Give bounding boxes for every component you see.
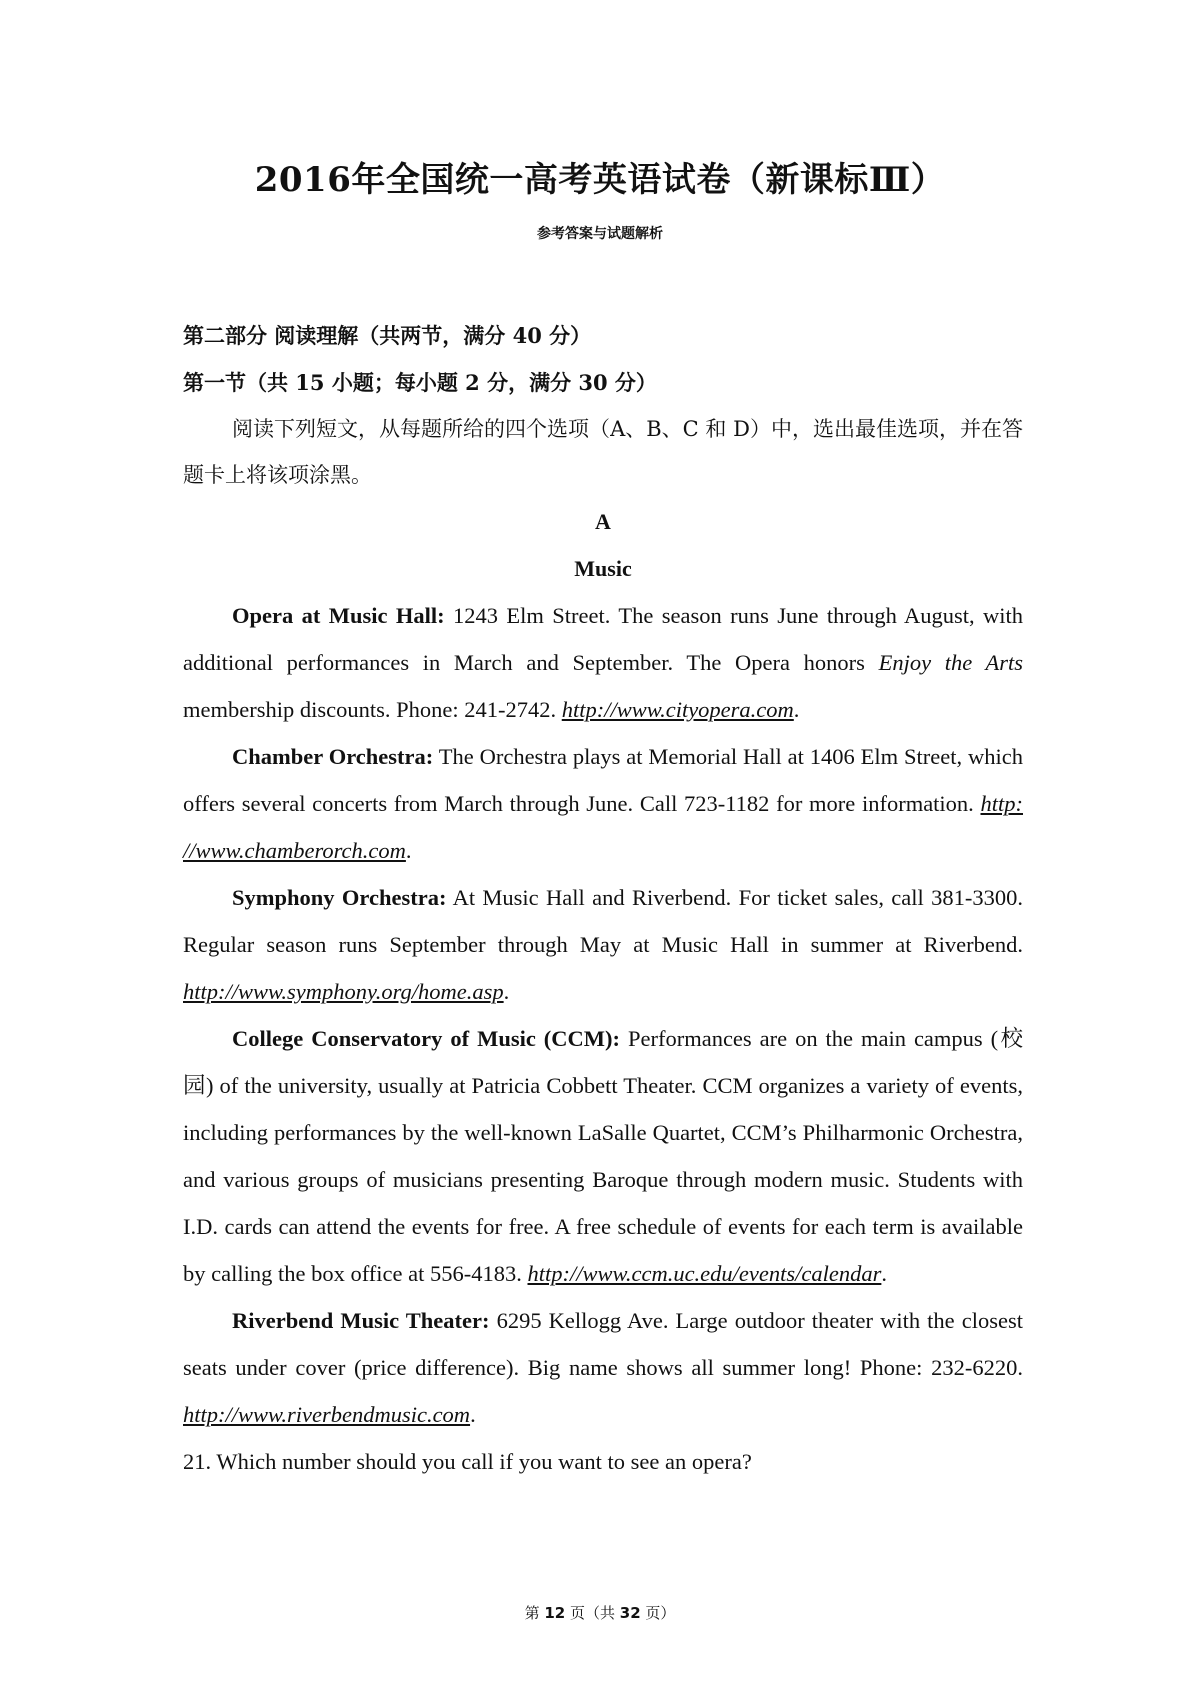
passage-title: Music	[574, 556, 632, 581]
entry-text: At Music Hall and Riverbend. For ticket sales, call 381-3300. Regular season runs September through May at Music Hall in summer at Riverbend.	[183, 885, 1023, 957]
entry-riverbend	[183, 1297, 1023, 1438]
entry-link[interactable]: http://www.cityopera.com	[561, 697, 794, 722]
entry-text: membership discounts. Phone: 241-2742.	[183, 697, 562, 722]
entry-name: Opera at Music Hall:	[232, 603, 445, 628]
entry-end: .	[503, 979, 510, 1004]
entry-link[interactable]: http: //www.chamberorch.com	[183, 791, 1023, 863]
entry-symphony-orchestra	[183, 874, 1023, 1015]
footer-prefix: 第	[524, 1604, 545, 1622]
entry-italic: Enjoy the Arts	[878, 650, 1023, 675]
entry-end: .	[881, 1261, 887, 1286]
footer-suffix: 页）	[640, 1604, 676, 1622]
entry-ccm	[183, 1015, 1023, 1297]
entry-link[interactable]: http://www.ccm.uc.edu/events/calendar	[527, 1261, 882, 1286]
entry-name: Chamber Orchestra:	[232, 744, 434, 769]
entry-end: .	[793, 697, 800, 722]
entry-end: .	[405, 838, 412, 863]
entry-text: 6295 Kellogg Ave. Large outdoor theater with the closest seats under cover (price difference). Big name shows all summer long! Phone: 232-6220.	[183, 1308, 1023, 1380]
entry-name: Symphony Orchestra:	[232, 885, 447, 910]
footer-middle: 页（共	[565, 1604, 620, 1622]
entry-name: Riverbend Music Theater:	[232, 1308, 490, 1333]
page-footer	[0, 1602, 1200, 1623]
question-21: 21. Which number should you call if you want to see an opera?	[183, 1449, 752, 1474]
entry-text: The Orchestra plays at Memorial Hall at 1406 Elm Street, which offers several concerts from March through June. Call 723-1182 for more information.	[183, 744, 1023, 816]
entry-link[interactable]: http://www.symphony.org/home.asp	[183, 979, 504, 1004]
entry-link[interactable]: http://www.riverbendmusic.com	[183, 1402, 471, 1427]
footer-page-number: 12	[544, 1604, 566, 1622]
section-heading: 第二部分 阅读理解（共两节，满分 40 分）	[183, 323, 592, 348]
entry-opera	[183, 592, 1023, 733]
entry-name: College Conservatory of Music (CCM):	[232, 1026, 621, 1051]
footer-total-pages: 32	[619, 1604, 641, 1622]
entry-end: .	[470, 1402, 476, 1427]
entry-chamber-orchestra	[183, 733, 1023, 874]
entry-text: Performances are on the main campus (校园) of the university, usually at Patricia Cobbett Theater. CCM organizes a variety of events, including performances by the well-known LaSalle Quartet, CCM’s Philharmonic Orchestra, and various groups of musicians presenting Baroque through modern music. Students with I.D. cards can attend the events for free. A free schedule of events for each term is available by calling the box office at 556-4183.	[183, 1026, 1023, 1286]
entry-text: 1243 Elm Street. The season runs June through August, with additional performances in March and September. The Opera honors	[183, 603, 1023, 675]
document-body	[183, 312, 1023, 1485]
page-subtitle: 参考答案与试题解析	[537, 226, 663, 242]
passage-letter: A	[595, 509, 611, 534]
instruction-text: 阅读下列短文，从每题所给的四个选项（A、B、C 和 D）中，选出最佳选项，并在答题卡上将该项涂黑。	[183, 417, 1023, 487]
subsection-heading: 第一节（共 15 小题；每小题 2 分，满分 30 分）	[183, 370, 657, 395]
page-title: 2016年全国统一高考英语试卷（新课标Ⅲ）	[254, 160, 946, 200]
